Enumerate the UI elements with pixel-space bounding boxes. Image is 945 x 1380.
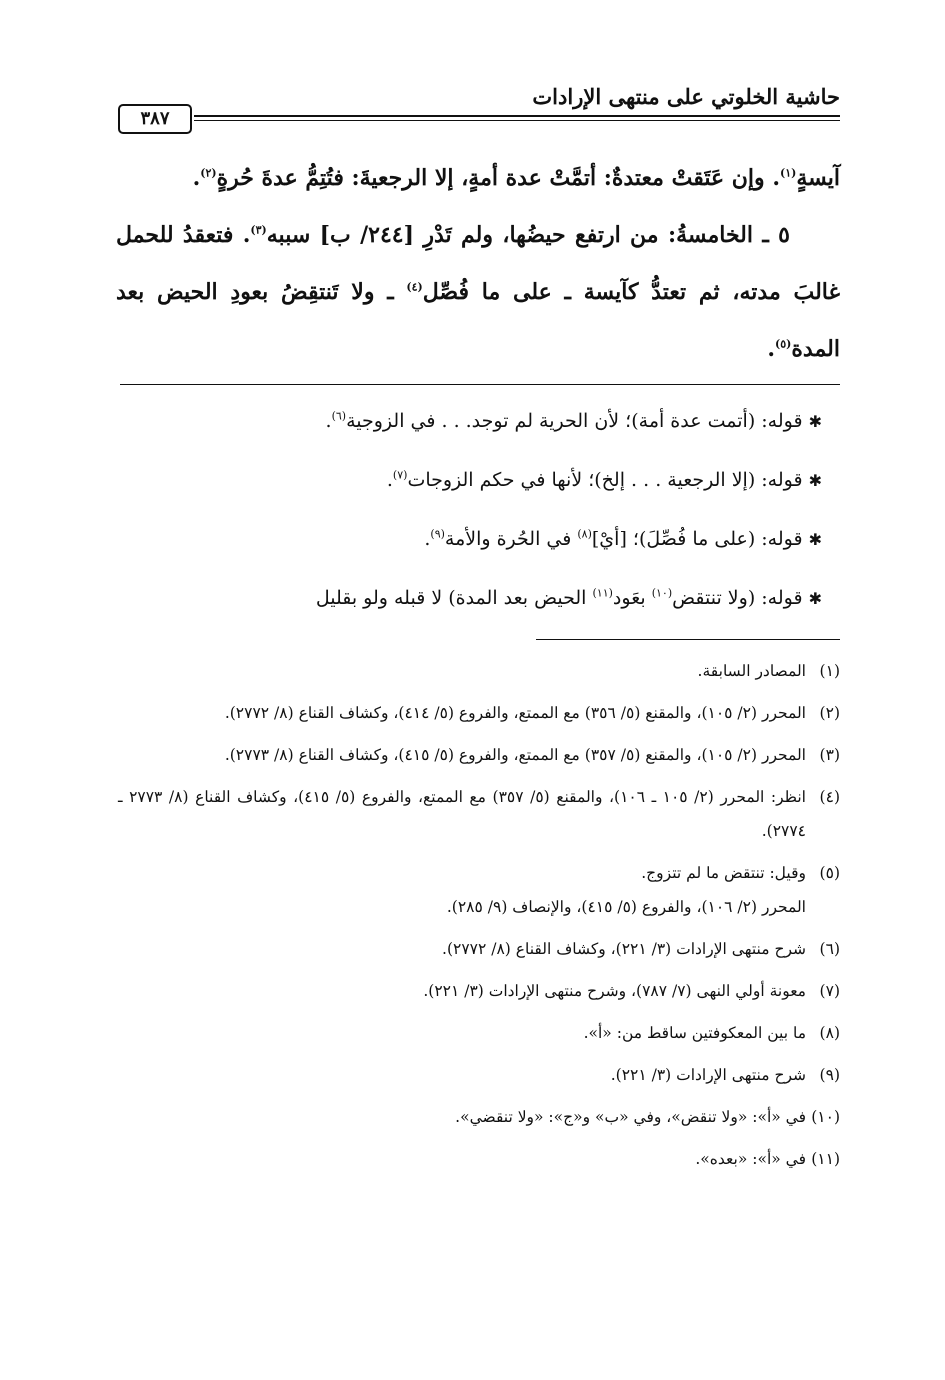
- footnote-number: (١): [819, 662, 840, 680]
- footnote-ref[interactable]: (١): [779, 166, 797, 180]
- footnote-number: (٥): [819, 864, 840, 882]
- main-paragraph: [116, 207, 840, 378]
- text-run: الحيض بعد المدة) لا قبله ولو بقليل: [315, 587, 593, 609]
- header-rule: [194, 115, 840, 117]
- commentary-item: [118, 392, 842, 451]
- footnote-number: (١١): [811, 1150, 840, 1168]
- header-rule-thin: [194, 120, 840, 121]
- text-run: آيسةٍ: [796, 165, 840, 191]
- footnote-ref[interactable]: (٦): [331, 409, 347, 423]
- footnote-number: (٦): [819, 940, 840, 958]
- footnote-text: شرح منتهى الإرادات (٣/ ٢٢١)، وكشاف القناع (٨/ ٢٧٧٢).: [442, 940, 806, 958]
- footnote-line: المحرر (٢/ ١٠٦)، والفروع (٥/ ٤١٥)، والإنصاف (٩/ ٢٨٥).: [446, 898, 806, 916]
- page-header: [112, 84, 840, 134]
- footnote-ref[interactable]: (٢): [200, 166, 217, 180]
- text-run: قوله: (على ما فُصِّلَ)؛ [أيْ]: [591, 528, 809, 550]
- footnote-ref[interactable]: (١٠): [651, 586, 673, 600]
- footnote-text: المحرر (٢/ ١٠٥)، والمقنع (٥/ ٣٥٧) مع الممتع، والفروع (٥/ ٤١٥)، وكشاف القناع (٨/ ٢٧٧٣).: [224, 746, 806, 764]
- footnote-ref[interactable]: (٤): [406, 280, 423, 294]
- footnote-text: [118, 856, 806, 924]
- footnote-number: (٢): [819, 704, 840, 722]
- text-run: .: [767, 336, 776, 362]
- footnote-line: وقيل: تنتقض ما لم تتزوج.: [641, 864, 806, 882]
- footnote-text: في «أ»: «بعده».: [695, 1150, 806, 1168]
- footnote-text: المحرر (٢/ ١٠٥)، والمقنع (٥/ ٣٥٦) مع الممتع، والفروع (٥/ ٤١٤)، وكشاف القناع (٨/ ٢٧٧٢).: [224, 704, 806, 722]
- text-run: ٥ ـ الخامسةُ: من ارتفع حيضُها، ولم تَدْرِ [٢٤٤/ ب] سببه: [266, 222, 790, 248]
- footnote-ref[interactable]: (٩): [430, 527, 445, 541]
- footnote: [118, 1016, 840, 1050]
- footnote: [118, 654, 840, 688]
- footnote: [118, 738, 840, 772]
- star-icon: ✱: [808, 530, 822, 549]
- main-text: [116, 150, 840, 378]
- footnote: [118, 1142, 840, 1176]
- commentary-divider: [120, 384, 840, 385]
- footnote: [118, 696, 840, 730]
- footnote-ref[interactable]: (٧): [392, 468, 408, 482]
- text-run: قوله: (أتمت عدة أمة)؛ لأن الحرية لم توجد. . . في الزوجية: [346, 410, 809, 432]
- text-run: . فتعقدُ للحمل غالبَ مدته، ثم تعتدُّ كآيسة ـ على ما فُصِّل: [116, 222, 840, 305]
- text-run: قوله: (ولا تنتقض: [672, 587, 809, 609]
- main-paragraph: [116, 150, 840, 207]
- footnote-number: (٨): [819, 1024, 840, 1042]
- commentary-section: [118, 392, 842, 628]
- commentary-item: [118, 510, 842, 569]
- text-run: .: [192, 165, 201, 191]
- footnote-ref[interactable]: (٥): [775, 337, 792, 351]
- page-number: ٣٨٧: [118, 104, 192, 134]
- footnote: [118, 1100, 840, 1134]
- footnote: [118, 856, 840, 924]
- text-run: قوله: (إلا الرجعية . . . إلخ)؛ لأنها في حكم الزوجات: [407, 469, 809, 491]
- text-run: ـ ولا تَنتقِضُ بعودِ الحيض بعد المدة: [116, 279, 840, 362]
- text-run: بعَود: [612, 587, 652, 609]
- footnote-text: معونة أولي النهى (٧/ ٧٨٧)، وشرح منتهى الإرادات (٣/ ٢٢١).: [423, 982, 806, 1000]
- star-icon: ✱: [808, 412, 822, 431]
- footnote-text: المصادر السابقة.: [697, 662, 806, 680]
- footnote-text: ما بين المعكوفتين ساقط من: «أ».: [583, 1024, 806, 1042]
- text-run: .: [424, 528, 431, 550]
- footnote: [118, 974, 840, 1008]
- text-run: في الحُرة والأمة: [444, 528, 578, 550]
- commentary-item: [118, 569, 842, 628]
- star-icon: ✱: [808, 471, 822, 490]
- footnote: [118, 932, 840, 966]
- commentary-item: [118, 451, 842, 510]
- footnote-ref[interactable]: (١١): [592, 586, 613, 600]
- text-run: .: [386, 469, 393, 491]
- footnote-number: (٧): [819, 982, 840, 1000]
- footnote: [118, 780, 840, 848]
- star-icon: ✱: [808, 589, 822, 608]
- footnote-ref[interactable]: (٨): [577, 527, 592, 541]
- running-title: حاشية الخلوتي على منتهى الإرادات: [532, 84, 840, 109]
- footnote-number: (٣): [819, 746, 840, 764]
- footnote: [118, 1058, 840, 1092]
- footnotes-section: [118, 654, 840, 1184]
- footnote-number: (١٠): [811, 1108, 840, 1126]
- footnote-number: (٩): [819, 1066, 840, 1084]
- footnote-text: انظر: المحرر (٢/ ١٠٥ ـ ١٠٦)، والمقنع (٥/ ٣٥٧) مع الممتع، والفروع (٥/ ٤١٥)، وكشاف القناع (٨/ ٢٧٧٣ ـ ٢٧٧٤).: [118, 788, 806, 840]
- text-run: .: [325, 410, 332, 432]
- footnote-text: شرح منتهى الإرادات (٣/ ٢٢١).: [610, 1066, 806, 1084]
- footnotes-rule: [536, 639, 840, 640]
- footnote-number: (٤): [819, 788, 840, 806]
- footnote-ref[interactable]: (٣): [250, 223, 267, 237]
- footnote-text: في «أ»: «ولا تنقض»، وفي «ب» و«ج»: «ولا تنقضي».: [455, 1108, 806, 1126]
- text-run: . وإن عَتَقتْ معتدةٌ: أتمَّتْ عدة أمةٍ، إلا الرجعيةَ: فتُتِمُّ عدةَ حُرةٍ: [216, 165, 780, 191]
